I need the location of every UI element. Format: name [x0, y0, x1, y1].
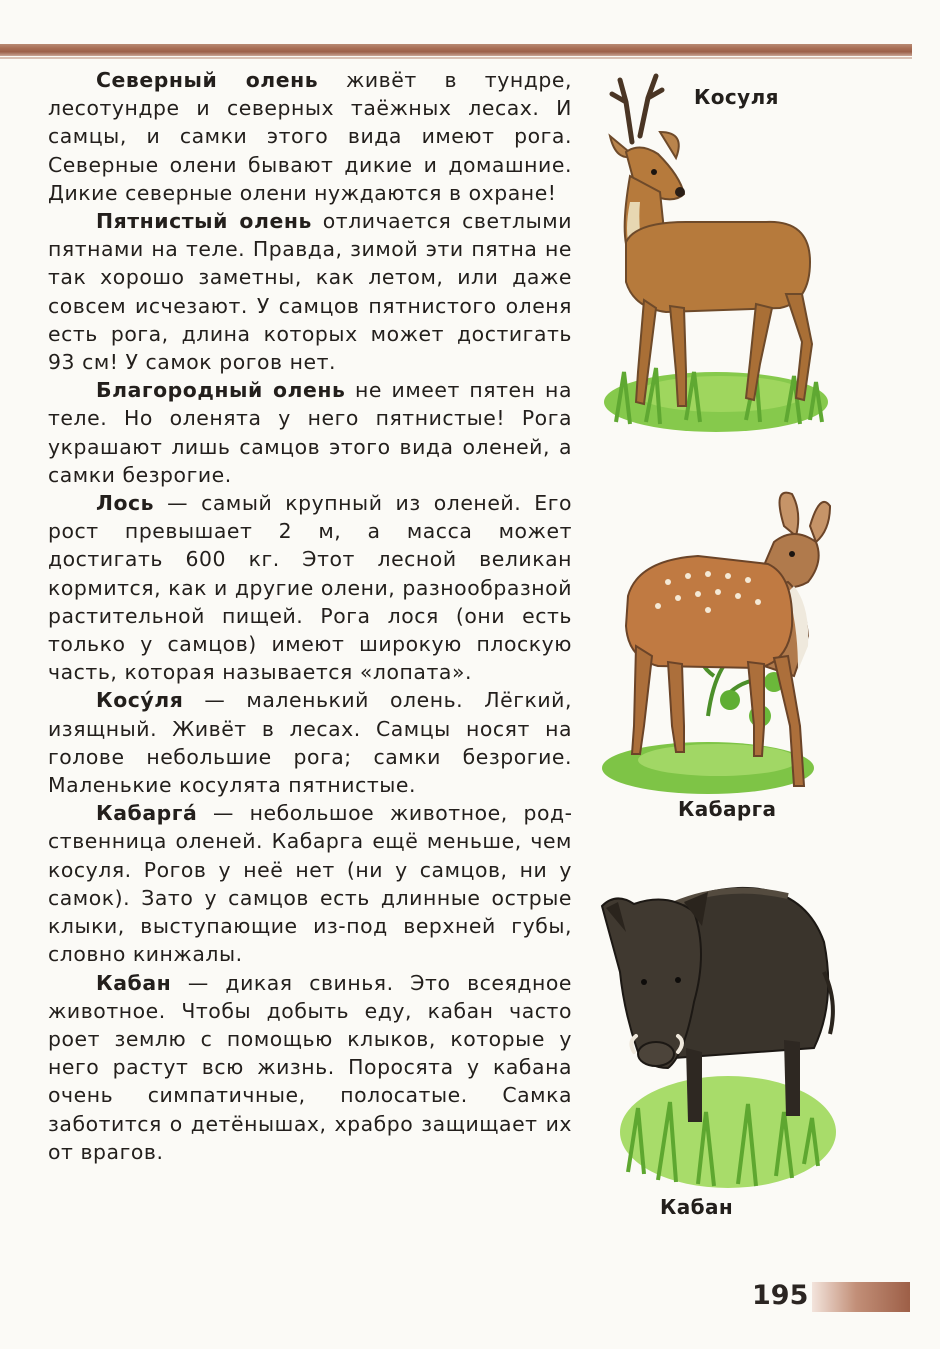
term-roe-deer: Косу́ля — [96, 688, 184, 713]
musk-deer-illustration — [598, 486, 838, 798]
roe-deer-illustration — [596, 72, 836, 442]
term-red-deer: Благородный олень — [96, 378, 346, 403]
term-reindeer: Северный олень — [96, 68, 319, 92]
paragraph-red-deer — [48, 376, 572, 489]
term-boar: Кабан — [96, 970, 172, 995]
caption-roe-deer: Косуля — [694, 85, 779, 109]
term-musk-deer: Кабарга́ — [96, 801, 198, 826]
text-roe-deer: — маленький олень. Лёгкий, изящный. Живёт в лесах. Самцы носят на голове небольшие рога; самки безрогие. Маленькие косулята пятнистые. — [48, 688, 572, 798]
term-moose: Лось — [96, 491, 155, 516]
text-musk-deer: — небольшое животное, родственница оленей. Кабарга ещё меньше, чем косуля. Рогов у неё нет (ни у самцов, ни у самок). Зато у самцов есть длинные острые клыки, выступающие из-под верхней губы, словно кинжалы. — [48, 801, 572, 967]
paragraph-roe-deer — [48, 686, 572, 799]
text-red-deer: не имеет пятен на теле. Но оленята у него пятнистые! Рога украшают лишь самцов этого вида оленей, а самки безрогие. — [48, 378, 572, 487]
text-sika-deer: отличается светлыми пятнами на теле. Правда, зимой эти пятна не так хорошо заметны, как летом, или даже совсем исчезают. У самцов пятнистого оленя есть рога, длина которых может достигать 93 см! У самок рогов нет. — [48, 209, 572, 375]
footer-bar — [812, 1282, 910, 1312]
paragraph-musk-deer — [48, 799, 572, 968]
article-text — [48, 66, 572, 1166]
top-rule — [0, 44, 912, 56]
text-boar: — дикая свинья. Это всеядное животное. Чтобы добыть еду, кабан часто роет землю с помощью клыков, которые у него растут всю жизнь. Поросята у кабана очень симпатичные, полосатые. Самка заботится о детёнышах, храбро защищает их от врагов. — [48, 970, 572, 1164]
paragraph-reindeer — [48, 66, 572, 207]
text-moose: — самый крупный из оленей. Его рост превышает 2 м, а масса может достигать 600 кг. Этот лесной великан кормится, как и другие олени, разнообразной растительной пищей. Рога лося (они есть только у самцов) имеют широкую плоскую часть, которая называется «лопата». — [48, 491, 572, 685]
text-reindeer: живёт в тундре, лесотундре и северных таёжных лесах. И самцы, и самки этого вида имеют рога. Северные олени бывают дикие и домашние. Дикие северные олени нуждаются в охране! — [48, 68, 572, 205]
caption-musk-deer: Кабарга — [678, 797, 777, 821]
boar-illustration — [598, 872, 838, 1198]
paragraph-boar — [48, 969, 572, 1166]
term-sika-deer: Пятнистый олень — [96, 209, 312, 234]
caption-boar: Кабан — [660, 1195, 734, 1219]
page-number: 195 — [752, 1280, 809, 1311]
paragraph-sika-deer — [48, 207, 572, 376]
paragraph-moose — [48, 489, 572, 686]
